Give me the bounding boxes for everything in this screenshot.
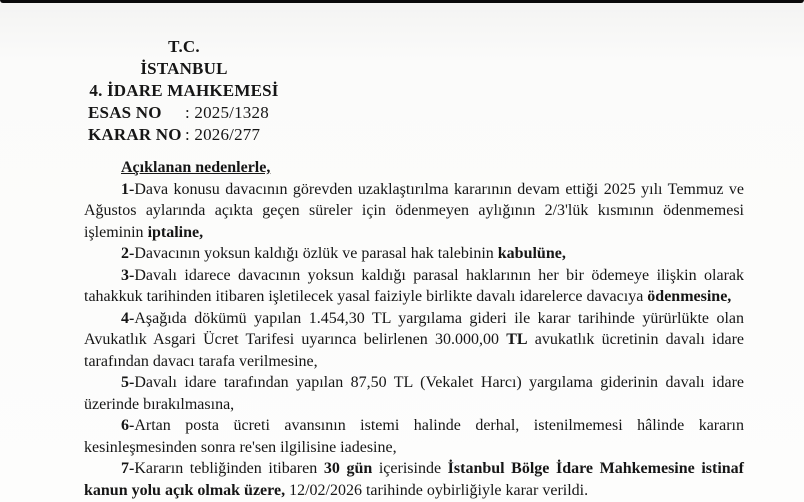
decision-item	[84, 179, 744, 244]
court-city: İSTANBUL	[140, 59, 228, 78]
karar-no-value: : 2026/277	[185, 125, 261, 144]
text-run: Davalı idare tarafından yapılan 87,50 TL (Vekalet Harcı) yargılama giderinin davalı idare üzerinde bırakılmasına,	[84, 374, 744, 413]
karar-no-label: KARAR NO	[88, 125, 182, 144]
court-header	[88, 36, 280, 146]
esas-no-row	[88, 102, 280, 124]
court-name: 4. İDARE MAHKEMESİ	[89, 81, 279, 100]
text-run: avukatlık ücretinin davalı idare tarafından davacı tarafa verilmesine,	[84, 331, 744, 370]
decision-item	[84, 265, 744, 308]
text-run: Kararın tebliğinden itibaren	[134, 460, 324, 477]
text-run: İstanbul Bölge İdare Mahkemesine istinaf kanun yolu açık olmak üzere,	[84, 460, 745, 499]
decision-item	[84, 243, 744, 265]
text-run: içerisinde	[372, 460, 448, 477]
decision-item	[84, 308, 744, 373]
text-run: 4-	[121, 309, 135, 327]
text-run: 12/02/2026 tarihinde oybirliğiyle karar verildi.	[285, 481, 589, 499]
text-run: Aşağıda dökümü yapılan 1.454,30 TL yargılama gideri ile karar tarihinde yürürlükte olan Avukatlık Asgari Ücret Tarifesi uyarınca belirlenen 30.000,00	[84, 309, 744, 348]
esas-no-value: : 2025/1328	[185, 103, 269, 122]
text-run: Artan posta ücreti avansının istemi halinde derhal, istenilmemesi hâlinde kararın kesinleşmesinden sonra re'sen ilgilisine iadesine,	[84, 417, 744, 456]
text-run: iptaline,	[147, 223, 204, 241]
decision-item	[84, 372, 744, 415]
text-run: 3-	[121, 266, 135, 284]
decision-paragraphs	[84, 179, 744, 502]
text-run: 7-	[121, 460, 135, 477]
decision-item	[84, 415, 744, 458]
decision-body	[84, 157, 744, 501]
text-run: ödenmesine,	[647, 288, 732, 305]
text-run: TL	[506, 331, 528, 348]
text-run: 6-	[121, 417, 135, 434]
text-run: Davalı idarece davacının yoksun kaldığı parasal haklarının her bir ödemeye ilişkin olarak tahakkuk tarihinden itibaren işletilecek yasal faiziyle birlikte davalı idarelerce davacıya	[84, 266, 744, 305]
text-run: 30 gün	[323, 460, 373, 477]
scan-top-edge	[0, 0, 804, 3]
text-run: Davacının yoksun kaldığı özlük ve parasal hak talebinin	[134, 245, 498, 262]
decision-reasons-heading: Açıklanan nedenlerle,	[121, 159, 271, 176]
text-run: Dava konusu davacının görevden uzaklaştırılma kararının devam ettiği 2025 yılı Temmuz ve Ağustos aylarında açıkta geçen süreler için ödenmeyen aylığının 2/3'lük kısmının ödenmemesi işleminin	[84, 180, 744, 241]
text-run: 1-	[121, 180, 135, 198]
decision-item	[84, 458, 744, 501]
text-run: 2-	[121, 245, 135, 262]
karar-no-row	[88, 124, 280, 146]
text-run: 5-	[121, 374, 135, 391]
republic-abbrev: T.C.	[168, 37, 200, 56]
text-run: kabulüne,	[497, 245, 566, 262]
esas-no-label: ESAS NO	[88, 103, 162, 122]
